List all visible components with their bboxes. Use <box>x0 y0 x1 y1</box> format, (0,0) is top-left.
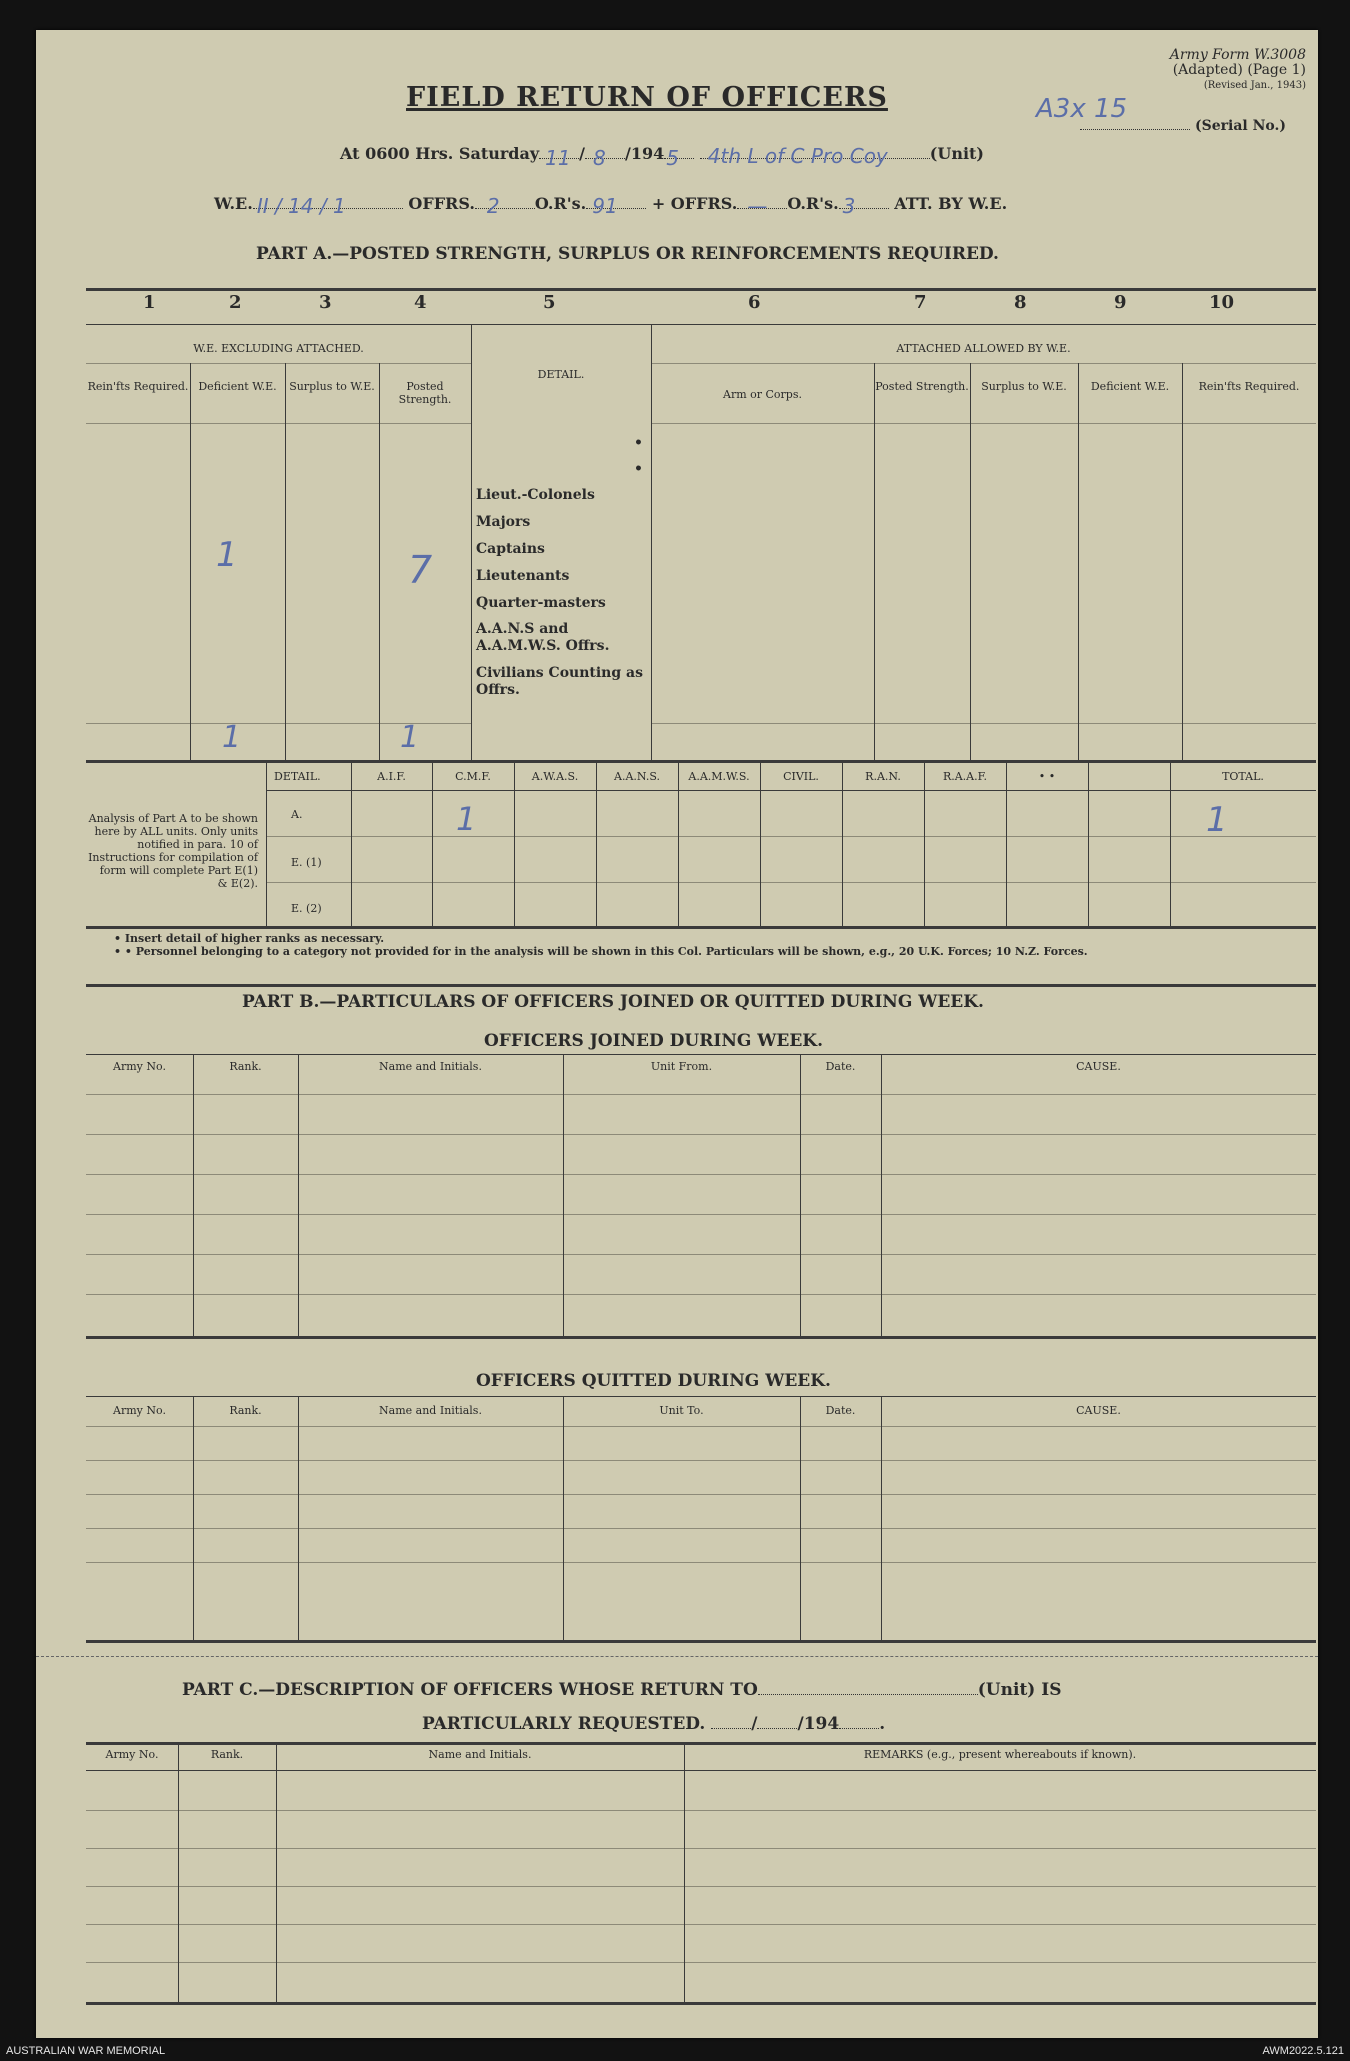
col-att-deficient: Deficient W.E. <box>1090 380 1170 393</box>
att-offrs-field[interactable]: — <box>737 208 787 209</box>
higher-ranks-markers: • • <box>634 435 643 477</box>
analysis-row-e1: E. (1) <box>291 856 322 869</box>
date-unit-line: At 0600 Hrs. Saturday 11 / 8 /194 5 4th L of C Pro Coy (Unit) <box>340 144 984 170</box>
attached-allowed-header: ATTACHED ALLOWED BY W.E. <box>896 342 1071 355</box>
year-prefix: /194 <box>624 144 665 163</box>
rank-quartermasters: Quarter-masters <box>476 595 606 611</box>
footnote-1: • Insert detail of higher ranks as necessary. <box>114 932 385 945</box>
rank-majors: Majors <box>476 514 531 530</box>
joined-header-row: Army No. Rank. Name and Initials. Unit From. Date. CAUSE. <box>113 1060 1121 1073</box>
hw-posted-captains: 7 <box>408 548 433 592</box>
form-adapted: (Adapted) (Page 1) <box>1172 62 1306 78</box>
hw-posted-total: 1 <box>400 720 420 755</box>
part-c-month-field[interactable] <box>757 1728 797 1729</box>
column-numbers: 1 2 3 4 5 6 7 8 9 10 <box>143 292 1235 313</box>
rank-lt-colonels: Lieut.-Colonels <box>476 487 595 503</box>
at-label: At 0600 Hrs. Saturday <box>340 144 540 163</box>
hw-grand-total: 1 <box>1206 800 1228 840</box>
we-line <box>214 194 1008 218</box>
form-revision: (Revised Jan., 1943) <box>1203 80 1306 91</box>
part-c-header-row: Army No. Rank. Name and Initials. REMARKS (e.g., present whereabouts if known). <box>105 1748 1137 1761</box>
rank-civilians: Civilians Counting as Offrs. <box>476 665 643 698</box>
perforation-line <box>36 1656 1318 1657</box>
footnote-2: • • Personnel belonging to a category not provided for in the analysis will be shown in this Col. Particulars will be shown, e.g., 20 U.K. Forces; 10 N.Z. Forces. <box>114 945 1088 958</box>
day-field[interactable]: 11 <box>539 158 579 159</box>
we-label: W.E. <box>214 194 253 213</box>
analysis-note: Analysis of Part A to be shown here by ALL units. Only units notified in para. 10 of Instructions for compilation of form will complete Part E(1) & E(2). <box>88 812 258 890</box>
att-label: ATT. BY W.E. <box>894 194 1008 213</box>
serial-number-field[interactable] <box>1056 118 1286 134</box>
ors-field[interactable]: 91 <box>586 208 646 209</box>
part-b-heading: PART B.—PARTICULARS OF OFFICERS JOINED OR QUITTED DURING WEEK. <box>242 992 984 1012</box>
part-c-year-field[interactable] <box>839 1728 879 1729</box>
analysis-header-row: DETAIL. A.I.F. C.M.F. A.W.A.S. A.A.N.S. A.A.M.W.S. CIVIL. R.A.N. R.A.A.F. • • TOTAL. <box>274 770 1264 783</box>
unit-field[interactable]: 4th L of C Pro Coy <box>700 158 930 159</box>
form-paper <box>36 30 1318 2038</box>
col-reinfts-required: Rein'fts Required. <box>87 380 189 393</box>
part-a-heading: PART A.—POSTED STRENGTH, SURPLUS OR REINFORCEMENTS REQUIRED. <box>256 244 999 264</box>
footer-accession: AWM2022.5.121 <box>1262 2045 1344 2057</box>
ors-label: O.R's. <box>534 194 587 213</box>
year-field[interactable]: 5 <box>664 158 694 159</box>
col-att-surplus: Surplus to W.E. <box>981 380 1067 393</box>
form-title: FIELD RETURN OF OFFICERS <box>406 82 888 113</box>
part-c-unit-field[interactable] <box>758 1694 978 1695</box>
quitted-header-row: Army No. Rank. Name and Initials. Unit To. Date. CAUSE. <box>113 1404 1121 1417</box>
rank-aans-aamws: A.A.N.S and A.A.M.W.S. Offrs. <box>476 621 610 654</box>
part-c-heading <box>182 1680 1062 1700</box>
col-posted-strength: Posted Strength. <box>398 380 452 406</box>
analysis-row-e2: E. (2) <box>291 902 322 915</box>
rank-captains: Captains <box>476 541 545 557</box>
form-identifier <box>1066 48 1306 93</box>
detail-header: DETAIL. <box>537 368 585 381</box>
footer-archive: AUSTRALIAN WAR MEMORIAL <box>6 2045 166 2057</box>
part-c-requested: PARTICULARLY REQUESTED. <box>422 1714 706 1734</box>
quitted-title: OFFICERS QUITTED DURING WEEK. <box>476 1371 831 1391</box>
footnotes <box>114 932 1088 958</box>
col-arm-or-corps: Arm or Corps. <box>723 388 802 401</box>
offrs-label: OFFRS. <box>408 194 475 213</box>
month-field[interactable]: 8 <box>585 158 625 159</box>
hw-deficient-total: 1 <box>222 720 242 755</box>
we-excluding-attached-header: W.E. EXCLUDING ATTACHED. <box>193 342 364 355</box>
col-att-reinfts: Rein'fts Required. <box>1198 380 1300 393</box>
hw-deficient-captains: 1 <box>216 535 238 575</box>
col-att-posted-strength: Posted Strength. <box>875 380 969 393</box>
part-c-day-field[interactable] <box>711 1728 751 1729</box>
form-number: Army Form W.3008 <box>1169 47 1306 63</box>
serial-handwritten: A3x 15 <box>1036 94 1128 124</box>
hw-aif-total: 1 <box>456 800 477 838</box>
rank-lieutenants: Lieutenants <box>476 568 570 584</box>
att-ors-field[interactable]: 3 <box>839 208 889 209</box>
part-c-heading-text: PART C.—DESCRIPTION OF OFFICERS WHOSE RETURN TO <box>182 1680 758 1700</box>
plus-offrs-label: + OFFRS. <box>651 194 738 213</box>
ors2-label: O.R's. <box>787 194 839 213</box>
analysis-row-a: A. <box>291 808 303 821</box>
part-c-year-label: /194 <box>797 1714 840 1734</box>
unit-label: (Unit) <box>929 144 984 163</box>
part-c-unit-label: (Unit) IS <box>977 1680 1062 1700</box>
serial-label: (Serial No.) <box>1195 118 1286 134</box>
offrs-field[interactable]: 2 <box>475 208 535 209</box>
part-c-subheading: PARTICULARLY REQUESTED. / /194 . <box>422 1714 886 1734</box>
joined-title: OFFICERS JOINED DURING WEEK. <box>484 1031 823 1051</box>
rank-list <box>476 482 651 709</box>
col-surplus-we: Surplus to W.E. <box>289 380 375 393</box>
col-deficient-we: Deficient W.E. <box>198 380 277 393</box>
we-field[interactable]: II / 14 / 1 <box>253 208 403 209</box>
